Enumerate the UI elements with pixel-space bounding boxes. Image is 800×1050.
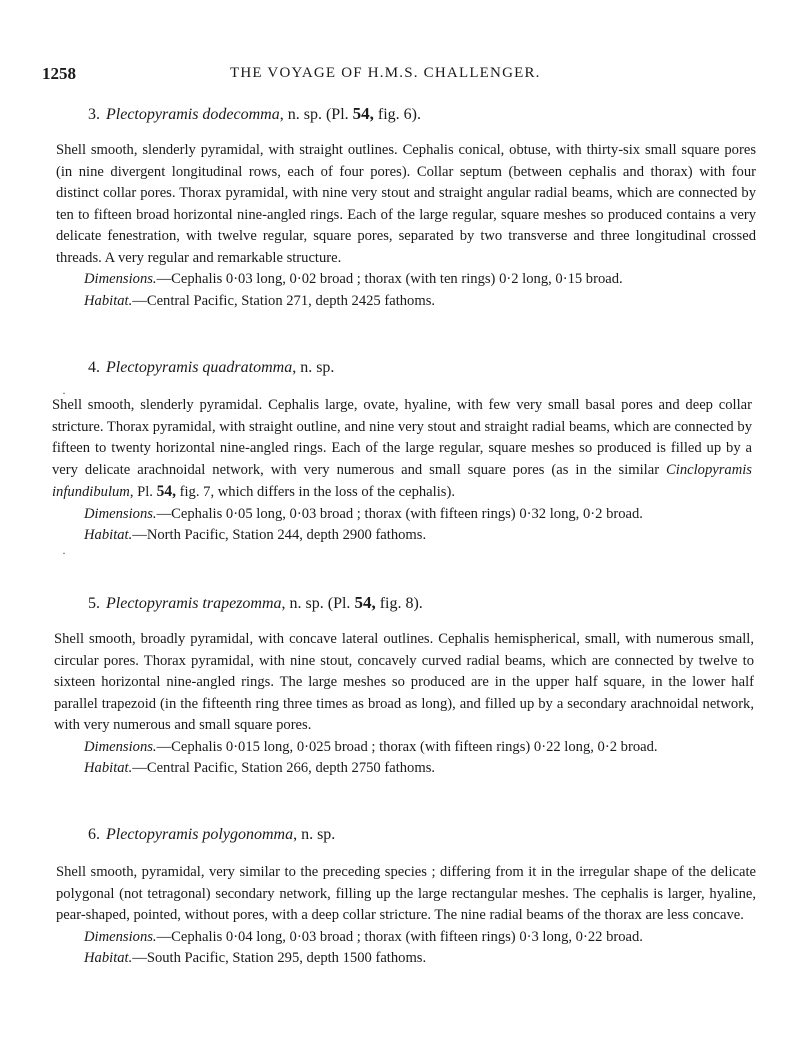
species-heading bbox=[88, 359, 758, 385]
dimensions-text: —Cephalis 0·05 long, 0·03 broad ; thorax (with fifteen rings) 0·32 long, 0·2 broad. bbox=[156, 505, 643, 522]
print-speck: · bbox=[62, 546, 66, 560]
habitat-text: —North Pacific, Station 244, depth 2900 fathoms. bbox=[132, 527, 427, 543]
species-heading bbox=[88, 104, 758, 130]
dimensions-line bbox=[78, 737, 758, 759]
habitat-line bbox=[78, 525, 758, 547]
dimensions-line bbox=[78, 927, 758, 949]
species-name: Plectopyramis trapezomma bbox=[106, 595, 282, 612]
habitat-text: —South Pacific, Station 295, depth 1500 fathoms. bbox=[132, 950, 427, 966]
species-entry bbox=[56, 104, 758, 312]
species-number: 5. bbox=[88, 595, 100, 612]
dimensions-text: —Cephalis 0·015 long, 0·025 broad ; thorax (with fifteen rings) 0·22 long, 0·2 broad. bbox=[156, 738, 658, 755]
page-number: 1258 bbox=[42, 64, 76, 83]
habitat-text: —Central Pacific, Station 266, depth 2750 fathoms. bbox=[132, 760, 436, 776]
plate-number: 54, bbox=[156, 483, 176, 500]
species-suffix: , n. sp. (Pl. bbox=[281, 595, 355, 612]
habitat-line bbox=[78, 291, 758, 313]
dimensions-text: —Cephalis 0·03 long, 0·02 broad ; thorax (with ten rings) 0·2 long, 0·15 broad. bbox=[156, 271, 623, 287]
species-heading bbox=[88, 826, 758, 852]
dimensions-label: Dimensions. bbox=[84, 738, 157, 755]
figure-ref: fig. 6). bbox=[373, 106, 421, 123]
plate-number: 54, bbox=[352, 104, 374, 123]
print-speck: · bbox=[62, 386, 66, 400]
dimensions-line bbox=[78, 504, 758, 526]
habitat-label: Habitat. bbox=[84, 760, 133, 776]
species-description: Shell smooth, slenderly pyramidal, with straight outlines. Cephalis conical, obtuse, with thirty-six small square pores (in nine divergent longitudinal rows, each of four pores). Collar septum (between cephalis and thorax) with four distinct collar pores. Thorax pyramidal, with nine very stout and straight angular radial beams, which are connected by ten to fifteen broad horizontal nine-angled rings. Each of the large regular, square meshes so produced contains a very delicate fenestration, with twelve regular, square pores, separated by two transverse and three longitudinal crossed threads. A very regular and remarkable structure. bbox=[56, 142, 756, 266]
habitat-line bbox=[78, 948, 758, 970]
species-suffix: , n. sp. bbox=[293, 826, 336, 843]
page-header bbox=[42, 64, 762, 86]
description-text: , Pl. bbox=[129, 484, 157, 500]
species-name: Plectopyramis dodecomma bbox=[106, 106, 280, 123]
species-number: 4. bbox=[88, 359, 100, 376]
species-description: Shell smooth, pyramidal, very similar to the preceding species ; differing from it in the irregular shape of the delicate polygonal (not tetragonal) secondary network, filling up the large rectangular meshes. The cephalis is larger, hyaline, pear-shaped, pointed, without pores, with a deep collar stricture. The nine radial beams of the thorax are less concave. bbox=[56, 864, 756, 923]
species-name: Plectopyramis polygonomma bbox=[106, 826, 294, 843]
species-entry bbox=[56, 826, 758, 970]
habitat-label: Habitat. bbox=[84, 527, 133, 543]
dimensions-line bbox=[78, 269, 758, 291]
figure-ref: fig. 8). bbox=[375, 595, 423, 612]
dimensions-label: Dimensions. bbox=[84, 505, 157, 522]
species-suffix: , n. sp. (Pl. bbox=[279, 106, 353, 123]
species-number: 6. bbox=[88, 826, 100, 843]
dimensions-text: —Cephalis 0·04 long, 0·03 broad ; thorax (with fifteen rings) 0·3 long, 0·22 broad. bbox=[156, 928, 643, 945]
species-number: 3. bbox=[88, 106, 100, 123]
species-entry bbox=[54, 593, 758, 780]
dimensions-label: Dimensions. bbox=[84, 928, 157, 945]
species-description: Shell smooth, broadly pyramidal, with concave lateral outlines. Cephalis hemispherical, small, with numerous small, circular pores. Thorax pyramidal, with nine stout, concavely curved radial beams, which are connected by twelve to sixteen horizontal nine-angled rings. The large meshes so produced are in the upper half square, in the lower half parallel trapezoid (in the fifteenth ring three times as broad as long), and filled up by a secondary arachnoidal network, with very numerous and small square pores. bbox=[54, 631, 754, 733]
plate-number: 54, bbox=[354, 593, 376, 612]
description-text: fig. 7, which differs in the loss of the cephalis). bbox=[175, 484, 455, 500]
description-text: Shell smooth, slenderly pyramidal. Cephalis large, ovate, hyaline, with few very small basal pores and deep collar stricture. Thorax pyramidal, with straight outline, and nine very stout and straight radial beams, which are connected by fifteen to twenty horizontal nine-angled rings. Each of the large regular, square meshes so produced is filled up by a very delicate arachnoidal network, with very numerous and small square pores (as in the similar bbox=[52, 397, 752, 478]
species-description bbox=[52, 395, 752, 504]
dimensions-label: Dimensions. bbox=[84, 271, 157, 287]
species-entry bbox=[52, 359, 758, 547]
species-suffix: , n. sp. bbox=[292, 359, 335, 376]
running-title: THE VOYAGE OF H.M.S. CHALLENGER. bbox=[230, 65, 541, 81]
habitat-label: Habitat. bbox=[84, 292, 133, 309]
description-italic: Cinclopyramis infundibulum bbox=[52, 461, 752, 500]
species-heading bbox=[88, 593, 758, 619]
habitat-label: Habitat. bbox=[84, 950, 133, 966]
species-name: Plectopyramis quadratomma bbox=[106, 359, 293, 376]
habitat-line bbox=[78, 758, 758, 780]
habitat-text: —Central Pacific, Station 271, depth 2425 fathoms. bbox=[132, 292, 436, 309]
